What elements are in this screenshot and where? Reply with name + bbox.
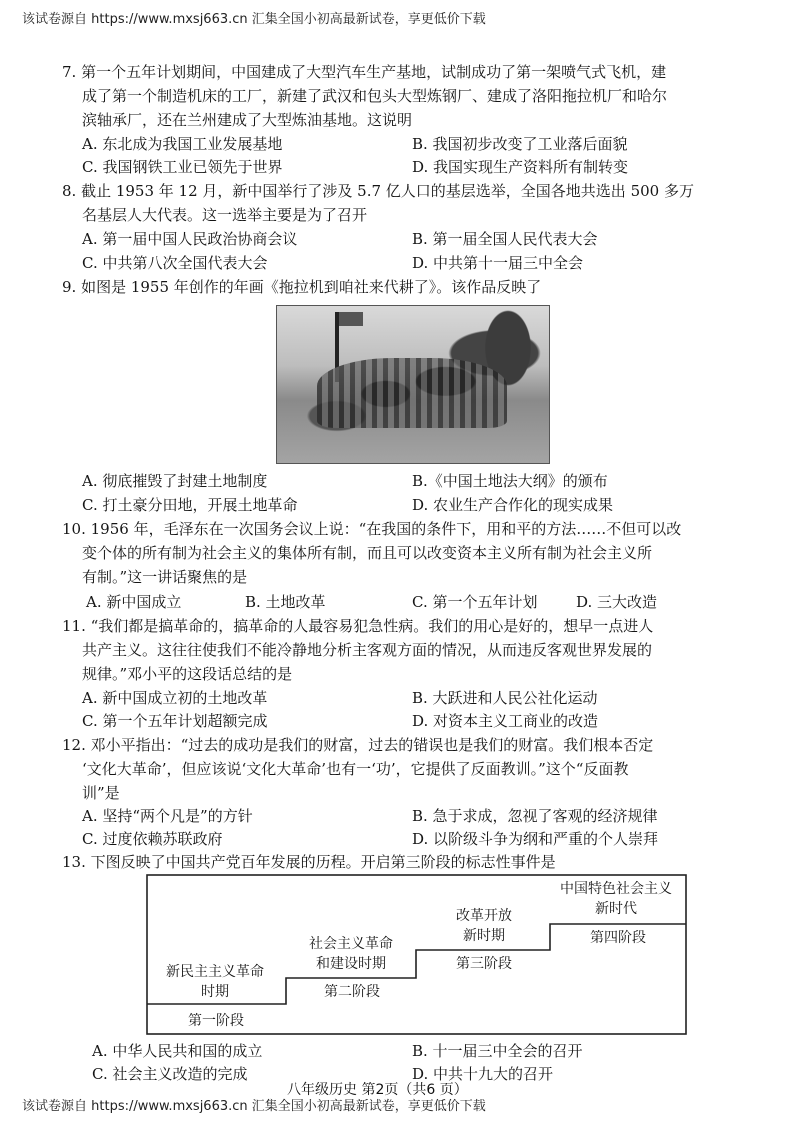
q10-option-b[interactable]: B. 土地改革 [245, 593, 326, 611]
q12-stem-line3: 训”是 [82, 784, 120, 802]
q13-option-c[interactable]: C. 社会主义改造的完成 [92, 1065, 248, 1083]
q7-stem-line2: 成了第一个制造机床的工厂，新建了武汉和包头大型炼钢厂、建成了洛阳拖拉机厂和哈尔 [82, 87, 668, 105]
q13-option-d[interactable]: D. 中共十九大的召开 [412, 1065, 554, 1083]
q10-stem-line1: 10. 1956 年，毛泽东在一次国务会议上说：“在我国的条件下，用和平的方法……不但可以改 [62, 520, 682, 538]
q10-option-d[interactable]: D. 三大改造 [576, 593, 658, 611]
period-1-label: 新民主主义革命 时期 [166, 964, 264, 1000]
q10-stem-line3: 有制。”这一讲话聚焦的是 [82, 568, 248, 586]
page-footer [22, 1082, 486, 1114]
q10-option-a[interactable]: A. 新中国成立 [86, 593, 182, 611]
painting-crowd [317, 358, 507, 428]
q11-option-d[interactable]: D. 对资本主义工商业的改造 [412, 712, 599, 730]
period-3-label: 改革开放 新时期 [456, 908, 512, 944]
q12-option-b[interactable]: B. 急于求成，忽视了客观的经济规律 [412, 807, 658, 825]
stage-3-label: 第三阶段 [456, 956, 512, 972]
q11-stem-line2: 共产主义。这往往使我们不能冷静地分析主客观方面的情况，从而违反客观世界发展的 [82, 641, 653, 659]
q10-stem-line2: 变个体的所有制为社会主义的集体所有制，而且可以改变资本主义所有制为社会主义所 [82, 544, 653, 562]
q9-option-c[interactable]: C. 打土豪分田地，开展土地革命 [82, 496, 298, 514]
stage-2-label: 第二阶段 [324, 984, 380, 1000]
q7-option-b[interactable]: B. 我国初步改变了工业落后面貌 [412, 135, 628, 153]
q10-option-c[interactable]: C. 第一个五年计划 [412, 593, 538, 611]
q7-option-a[interactable]: A. 东北成为我国工业发展基地 [82, 135, 283, 153]
q11-stem-line3: 规律。”邓小平的这段话总结的是 [82, 665, 293, 683]
footer-watermark: 该试卷源自 https://www.mxsj663.cn 汇集全国小初高最新试卷，享更低价下载 [22, 1099, 486, 1114]
q9-option-a[interactable]: A. 彻底摧毁了封建土地制度 [82, 472, 268, 490]
q8-stem-line1: 8. 截止 1953 年 12 月，新中国举行了涉及 5.7 亿人口的基层选举，全国各地共选出 500 多万 [62, 182, 694, 200]
q8-option-c[interactable]: C. 中共第八次全国代表大会 [82, 254, 268, 272]
cpc-century-stages-diagram [146, 874, 687, 1035]
period-2-label: 社会主义革命 和建设时期 [309, 936, 393, 972]
q7-stem-line3: 滨轴承厂，还在兰州建成了大型炼油基地。这说明 [82, 111, 413, 129]
q8-stem-line2: 名基层人大代表。这一选举主要是为了召开 [82, 206, 368, 224]
q11-option-b[interactable]: B. 大跃进和人民公社化运动 [412, 689, 598, 707]
stage-4-label: 第四阶段 [590, 930, 646, 946]
q7-option-c[interactable]: C. 我国钢铁工业已领先于世界 [82, 158, 283, 176]
q12-stem-line1: 12. 邓小平指出：“过去的成功是我们的财富，过去的错误也是我们的财富。我们根本否定 [62, 736, 654, 754]
q7-option-d[interactable]: D. 我国实现生产资料所有制转变 [412, 158, 629, 176]
stage-1-label: 第一阶段 [188, 1013, 244, 1029]
q12-option-a[interactable]: A. 坚持“两个凡是”的方针 [82, 807, 253, 825]
q13-option-b[interactable]: B. 十一届三中全会的召开 [412, 1042, 583, 1060]
q11-option-c[interactable]: C. 第一个五年计划超额完成 [82, 712, 268, 730]
new-year-painting-image [276, 305, 550, 464]
q9-option-b[interactable]: B.《中国土地法大纲》的颁布 [412, 472, 608, 490]
q12-option-c[interactable]: C. 过度依赖苏联政府 [82, 830, 223, 848]
q13-stem-line1: 13. 下图反映了中国共产党百年发展的历程。开启第三阶段的标志性事件是 [62, 853, 556, 871]
page-header-watermark: 该试卷源自 https://www.mxsj663.cn 汇集全国小初高最新试卷，享更低价下载 [22, 12, 486, 27]
page-number: 八年级历史 第2页（共6 页） [287, 1082, 468, 1098]
q8-option-a[interactable]: A. 第一届中国人民政治协商会议 [82, 230, 298, 248]
q9-option-d[interactable]: D. 农业生产合作化的现实成果 [412, 496, 614, 514]
q11-option-a[interactable]: A. 新中国成立初的土地改革 [82, 689, 268, 707]
q12-option-d[interactable]: D. 以阶级斗争为纲和严重的个人崇拜 [412, 830, 659, 848]
q13-option-a[interactable]: A. 中华人民共和国的成立 [92, 1042, 263, 1060]
q9-stem-line1: 9. 如图是 1955 年创作的年画《拖拉机到咱社来代耕了》。该作品反映了 [62, 278, 542, 296]
q8-option-b[interactable]: B. 第一届全国人民代表大会 [412, 230, 598, 248]
q12-stem-line2: ‘文化大革命’，但应该说‘文化大革命’也有一‘功’，它提供了反面教训。”这个“反面教 [82, 760, 629, 778]
q7-stem-line1: 7. 第一个五年计划期间，中国建成了大型汽车生产基地，试制成功了第一架喷气式飞机，建 [62, 63, 667, 81]
q11-stem-line1: 11. “我们都是搞革命的，搞革命的人最容易犯急性病。我们的用心是好的，想早一点进人 [62, 617, 654, 635]
period-4-label: 中国特色社会主义 新时代 [560, 881, 672, 917]
q8-option-d[interactable]: D. 中共第十一届三中全会 [412, 254, 584, 272]
